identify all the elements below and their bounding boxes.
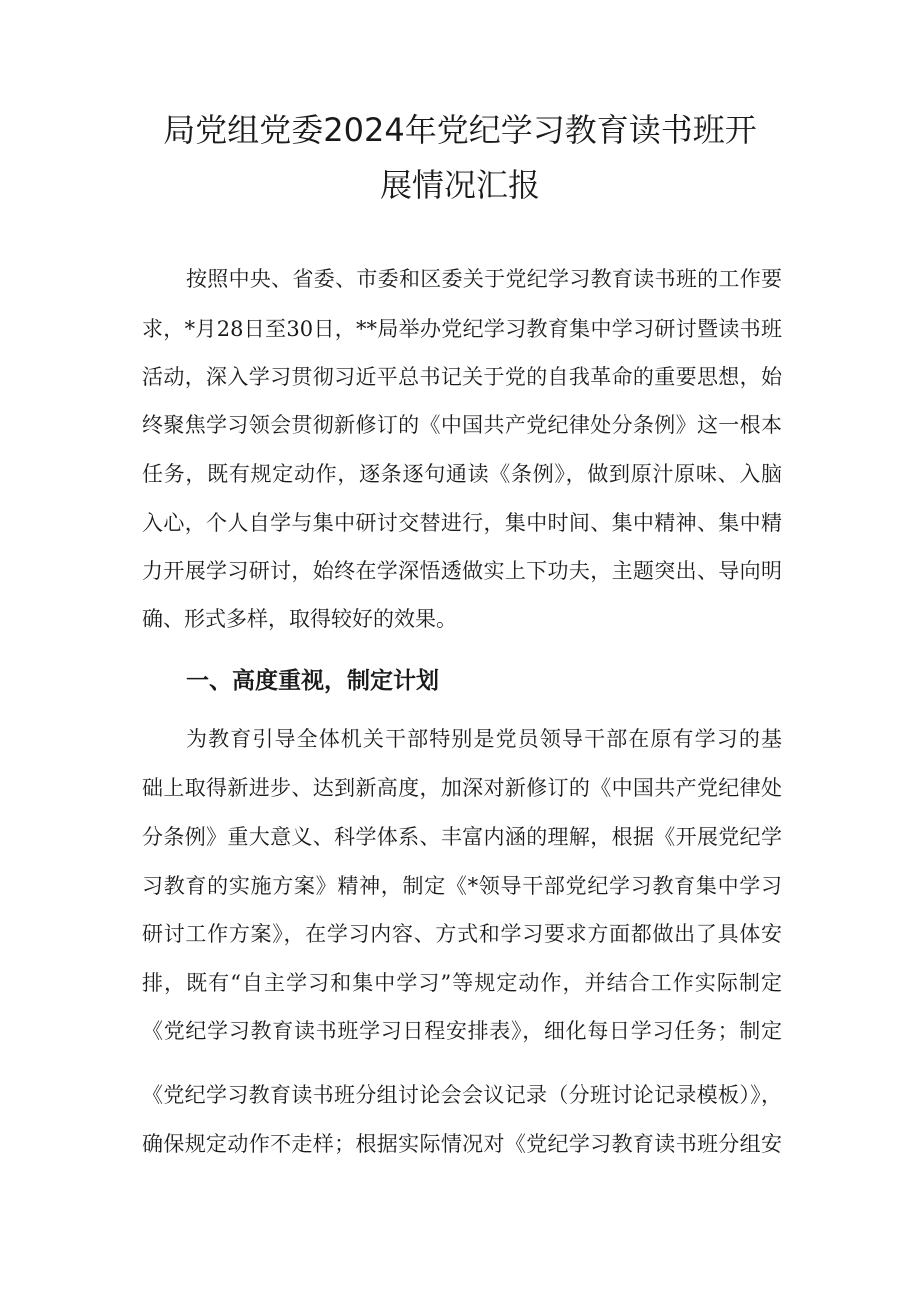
paragraph-2-line: 分条例》重大意义、科学体系、丰富内涵的理解，根据《开展党纪学	[142, 825, 782, 849]
paragraph-1-line: 力开展学习研讨，始终在学深悟透做实上下功夫，主题突出、导向明	[142, 559, 782, 583]
paragraph-2-line: 《党纪学习教育读书班分组讨论会会议记录（分班讨论记录模板）》，	[142, 1083, 782, 1107]
paragraph-1-line: 任务，既有规定动作，逐条逐句通读《条例》，做到原汁原味、入脑	[142, 462, 782, 486]
paragraph-1-line: 入心，个人自学与集中研讨交替进行，集中时间、集中精神、集中精	[142, 511, 782, 535]
paragraph-1-line: 活动，深入学习贯彻习近平总书记关于党的自我革命的重要思想，始	[142, 365, 782, 389]
title-line-1: 局党组党委2024年党纪学习教育读书班开	[163, 111, 757, 149]
paragraph-2-line: 习教育的实施方案》精神，制定《*领导干部党纪学习教育集中学习	[142, 874, 782, 898]
paragraph-2-line: 《党纪学习教育读书班学习日程安排表》，细化每日学习任务；制定	[142, 1019, 782, 1043]
paragraph-1-line: 求，*月28日至30日，**局举办党纪学习教育集中学习研讨暨读书班	[142, 317, 782, 341]
title-line-2: 展情况汇报	[379, 166, 540, 204]
document-title	[120, 103, 800, 213]
paragraph-2-line: 排，既有“自主学习和集中学习”等规定动作，并结合工作实际制定	[142, 971, 782, 995]
paragraph-2-line: 础上取得新进步、达到新高度，加深对新修订的《中国共产党纪律处	[142, 776, 782, 800]
paragraph-1-line: 按照中央、省委、市委和区委关于党纪学习教育读书班的工作要	[186, 267, 782, 291]
paragraph-2-line: 研讨工作方案》，在学习内容、方式和学习要求方面都做出了具体安	[142, 922, 782, 946]
paragraph-2-line: 为教育引导全体机关干部特别是党员领导干部在原有学习的基	[186, 727, 782, 751]
paragraph-1-line: 终聚焦学习领会贯彻新修订的《中国共产党纪律处分条例》这一根本	[142, 413, 782, 437]
section-heading: 一、高度重视，制定计划	[186, 668, 439, 694]
paragraph-1-line: 确、形式多样，取得较好的效果。	[142, 607, 457, 631]
paragraph-2-line: 确保规定动作不走样；根据实际情况对《党纪学习教育读书班分组安	[142, 1132, 782, 1156]
